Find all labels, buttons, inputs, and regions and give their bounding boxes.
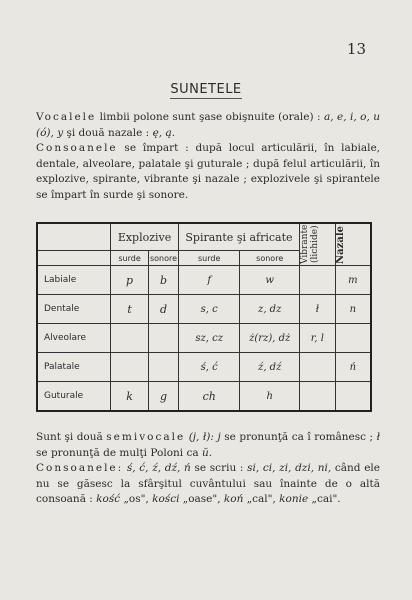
cell-vibrant — [299, 353, 335, 382]
cell-nazal: ń — [335, 353, 371, 382]
cell-spirant-surd: ś, ć — [178, 353, 239, 382]
header-vibrante: Vibrante (lichide) — [299, 224, 320, 265]
header-nazale-cell — [335, 223, 371, 266]
p2-text: se împart : după locul articulării, în labiale, dentale, alveolare, palatale şi guturale ; după felul articulării, în explozive, spirante, vibrante şi nazale ; explozivele şi spirantele se împart în surde şi sonore. — [36, 142, 380, 201]
example-word: konie — [279, 493, 309, 505]
cell-explozive-sonor: g — [148, 382, 178, 412]
p3-e: se pronunţă de mulţi Poloni ca — [36, 446, 202, 459]
paragraph-vowels — [36, 110, 380, 141]
p4-a: se scriu : — [190, 462, 248, 474]
cell-spirant-surd: s, c — [178, 295, 239, 324]
table-corner — [37, 223, 111, 251]
row-label: Dentale — [37, 295, 111, 324]
p3-d: se pronunţă ca î românesc ; — [220, 431, 377, 443]
section-heading-text: SUNETELE — [170, 82, 242, 97]
section-heading — [0, 82, 412, 97]
table-row — [37, 295, 371, 324]
p4-b: când ele nu se găsesc la sfârşitul cuvântului sau înainte de o altă consoană : — [36, 462, 380, 505]
nasal-list: ę, ą. — [152, 126, 176, 139]
p3-f: . — [208, 446, 213, 459]
vowel-list: a, e, i, o, u (ó), y — [36, 111, 380, 139]
semivowel-list: (j, ł): — [188, 431, 214, 443]
cell-explozive-sonor: d — [148, 295, 178, 324]
example-word: kości — [152, 493, 180, 505]
cell-vibrant: ł — [299, 295, 335, 324]
letter-l: ł — [376, 431, 380, 443]
cell-spirant-surd: f — [178, 266, 239, 295]
cell-spirant-sonor: w — [240, 266, 300, 295]
cell-nazal — [335, 324, 371, 353]
cell-explozive-surd: t — [111, 295, 149, 324]
cell-vibrant: r, l — [299, 324, 335, 353]
consonant-list: ś, ć, ź, dź, ń — [123, 462, 191, 474]
table-row — [37, 382, 371, 412]
example-word: koń — [223, 493, 244, 505]
table-row — [37, 353, 371, 382]
cell-spirant-sonor: ź, dź — [240, 353, 300, 382]
cell-spirant-sonor: z, dz — [240, 295, 300, 324]
term-consonants: Consoanele — [36, 142, 118, 154]
header-nazale: Nazale — [334, 225, 346, 264]
table-row — [37, 266, 371, 295]
cell-vibrant — [299, 266, 335, 295]
paragraph-spelling — [36, 461, 380, 508]
cell-nazal — [335, 382, 371, 412]
cell-explozive-surd — [111, 324, 149, 353]
row-label: Alveolare — [37, 324, 111, 353]
p1-mid: şi două nazale : — [63, 126, 153, 139]
cell-explozive-surd: p — [111, 266, 149, 295]
gloss: „cal", — [243, 493, 280, 505]
page-number: 13 — [346, 40, 366, 58]
sub-surde-explozive: surde — [111, 251, 149, 266]
sub-surde-spirante: surde — [178, 251, 239, 266]
cell-spirant-surd: sz, cz — [178, 324, 239, 353]
header-spirante: Spirante şi africate — [178, 223, 299, 251]
term-vowels: Vocalele — [36, 111, 97, 123]
table-corner-sub — [37, 251, 111, 266]
header-explozive: Explozive — [111, 223, 179, 251]
gloss: „cai". — [308, 493, 341, 505]
cell-nazal: n — [335, 295, 371, 324]
cell-spirant-sonor: h — [240, 382, 300, 412]
p3-a: Sunt şi două — [36, 431, 107, 443]
consonant-table — [36, 222, 372, 412]
spelling-list: si, ci, zi, dzi, ni, — [247, 462, 332, 474]
row-label: Palatale — [37, 353, 111, 382]
letter-j: j — [217, 431, 221, 443]
sub-sonore-spirante: sonore — [240, 251, 300, 266]
cell-vibrant — [299, 382, 335, 412]
paragraph-semivowels — [36, 430, 380, 461]
cell-explozive-sonor: b — [148, 266, 178, 295]
term-consonants-2: Consoanele: — [36, 462, 124, 474]
cell-explozive-surd — [111, 353, 149, 382]
letter-u: ŭ — [201, 446, 209, 459]
sub-sonore-explozive: sonore — [148, 251, 178, 266]
gloss: „os", — [120, 493, 153, 505]
example-word: kość — [96, 493, 121, 505]
term-semivowels: semivocale — [106, 431, 186, 443]
cell-spirant-sonor: ż(rz), dż — [240, 324, 300, 353]
cell-nazal: m — [335, 266, 371, 295]
cell-explozive-sonor — [148, 353, 178, 382]
cell-spirant-surd: ch — [178, 382, 239, 412]
cell-explozive-sonor — [148, 324, 178, 353]
row-label: Guturale — [37, 382, 111, 412]
row-label: Labiale — [37, 266, 111, 295]
table-row — [37, 324, 371, 353]
paragraph-consonants — [36, 141, 380, 203]
cell-explozive-surd: k — [111, 382, 149, 412]
gloss: „oase", — [179, 493, 224, 505]
header-vibrante-cell — [299, 223, 335, 266]
p1-text: limbii polone sunt şase obişnuite (orale) : — [96, 111, 324, 123]
